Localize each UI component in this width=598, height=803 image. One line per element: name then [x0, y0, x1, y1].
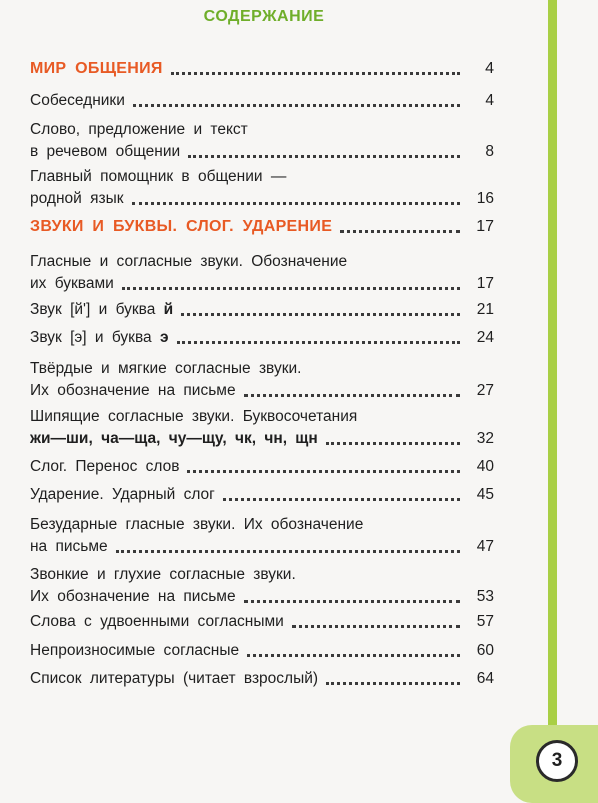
- toc-entry[interactable]: [30, 299, 494, 321]
- toc-page-number: 27: [476, 382, 494, 399]
- toc-page-number: 64: [476, 670, 494, 687]
- toc-entry[interactable]: [30, 90, 494, 112]
- toc-entry-text: Гласные и согласные звуки. Обозначение: [30, 253, 348, 270]
- toc-entry-text: родной язык: [30, 190, 124, 207]
- toc-page-number: 4: [485, 92, 494, 109]
- leader-dots: [244, 600, 460, 603]
- toc-entry-text: МИР ОБЩЕНИЯ: [30, 60, 163, 77]
- toc-entry-text: Их обозначение на письме: [30, 588, 236, 605]
- toc-entry[interactable]: [30, 456, 494, 478]
- leader-dots: [247, 654, 460, 657]
- leader-dots: [244, 394, 460, 397]
- leader-dots: [132, 202, 460, 205]
- toc-page-number: 57: [476, 613, 494, 630]
- leader-dots: [171, 72, 460, 75]
- leader-dots: [223, 498, 460, 501]
- toc-entry[interactable]: [30, 166, 494, 210]
- toc-entry-text: их буквами: [30, 275, 114, 292]
- toc-entry-letter-combinations: жи—ши, ча—ща, чу—щу, чк, чн, щн: [30, 430, 318, 447]
- toc-entry-text: ЗВУКИ И БУКВЫ. СЛОГ. УДАРЕНИЕ: [30, 218, 333, 235]
- toc-entry[interactable]: [30, 251, 494, 295]
- leader-dots: [181, 313, 460, 316]
- toc-entry[interactable]: [30, 668, 494, 690]
- toc-entry-text: Их обозначение на письме: [30, 382, 236, 399]
- toc-entry-text: на письме: [30, 538, 108, 555]
- leader-dots: [188, 155, 460, 158]
- toc-page-number: 17: [476, 275, 494, 292]
- toc-section-mir-obshcheniya[interactable]: [30, 58, 494, 80]
- toc-entry-text: Непроизносимые согласные: [30, 642, 240, 659]
- margin-stripe: [548, 0, 557, 742]
- toc-page-number: 21: [476, 301, 494, 318]
- toc-page-number: 40: [476, 458, 494, 475]
- toc-page-number: 47: [476, 538, 494, 555]
- leader-dots: [187, 470, 460, 473]
- toc-entry-letter: э: [159, 329, 169, 346]
- leader-dots: [122, 287, 460, 290]
- toc-entry-text: Слово, предложение и текст: [30, 121, 248, 138]
- toc-page-number: 4: [485, 60, 494, 77]
- toc-entry[interactable]: [30, 640, 494, 662]
- toc-entry[interactable]: [30, 514, 494, 558]
- toc-entry-text: Шипящие согласные звуки. Буквосочетания: [30, 408, 358, 425]
- toc-entry-text: Звук [э] и буква: [30, 329, 152, 346]
- toc-entry-text: Главный помощник в общении —: [30, 168, 287, 185]
- toc-entry-text: Собеседники: [30, 92, 125, 109]
- page-title: СОДЕРЖАНИЕ: [203, 8, 325, 25]
- leader-dots: [116, 550, 460, 553]
- page-number-badge: 3: [536, 740, 578, 782]
- leader-dots: [133, 104, 460, 107]
- toc-entry-text: Список литературы (читает взрослый): [30, 670, 319, 687]
- toc-page-number: 16: [476, 190, 494, 207]
- toc-page-number: 17: [476, 218, 494, 235]
- toc-entry[interactable]: [30, 406, 494, 450]
- leader-dots: [292, 625, 460, 628]
- toc-entry[interactable]: [30, 119, 494, 163]
- leader-dots: [177, 341, 460, 344]
- toc-section-zvuki-i-bukvy[interactable]: [30, 216, 494, 238]
- toc-entry[interactable]: [30, 484, 494, 506]
- toc-entry-text: в речевом общении: [30, 143, 181, 160]
- toc-page-number: 60: [476, 642, 494, 659]
- leader-dots: [326, 682, 460, 685]
- toc-entry-text: Безударные гласные звуки. Их обозначение: [30, 516, 364, 533]
- toc-page-number: 8: [485, 143, 494, 160]
- toc-entry-text: Ударение. Ударный слог: [30, 486, 215, 503]
- toc-entry-text: Твёрдые и мягкие согласные звуки.: [30, 360, 302, 377]
- toc-entry-text: Звук [й'] и буква: [30, 301, 156, 318]
- toc-page-number: 24: [476, 329, 494, 346]
- toc-entry[interactable]: [30, 611, 494, 633]
- toc-entry[interactable]: [30, 564, 494, 608]
- toc-entry[interactable]: [30, 327, 494, 349]
- toc-page-number: 53: [476, 588, 494, 605]
- toc-page-number: 32: [476, 430, 494, 447]
- toc-entry-text: Слова с удвоенными согласными: [30, 613, 284, 630]
- leader-dots: [340, 230, 460, 233]
- leader-dots: [326, 442, 460, 445]
- toc-entry-text: Слог. Перенос слов: [30, 458, 180, 475]
- toc-entry-text: Звонкие и глухие согласные звуки.: [30, 566, 296, 583]
- toc-page-number: 45: [476, 486, 494, 503]
- toc-entry-letter: й: [163, 301, 174, 318]
- toc-entry[interactable]: [30, 358, 494, 402]
